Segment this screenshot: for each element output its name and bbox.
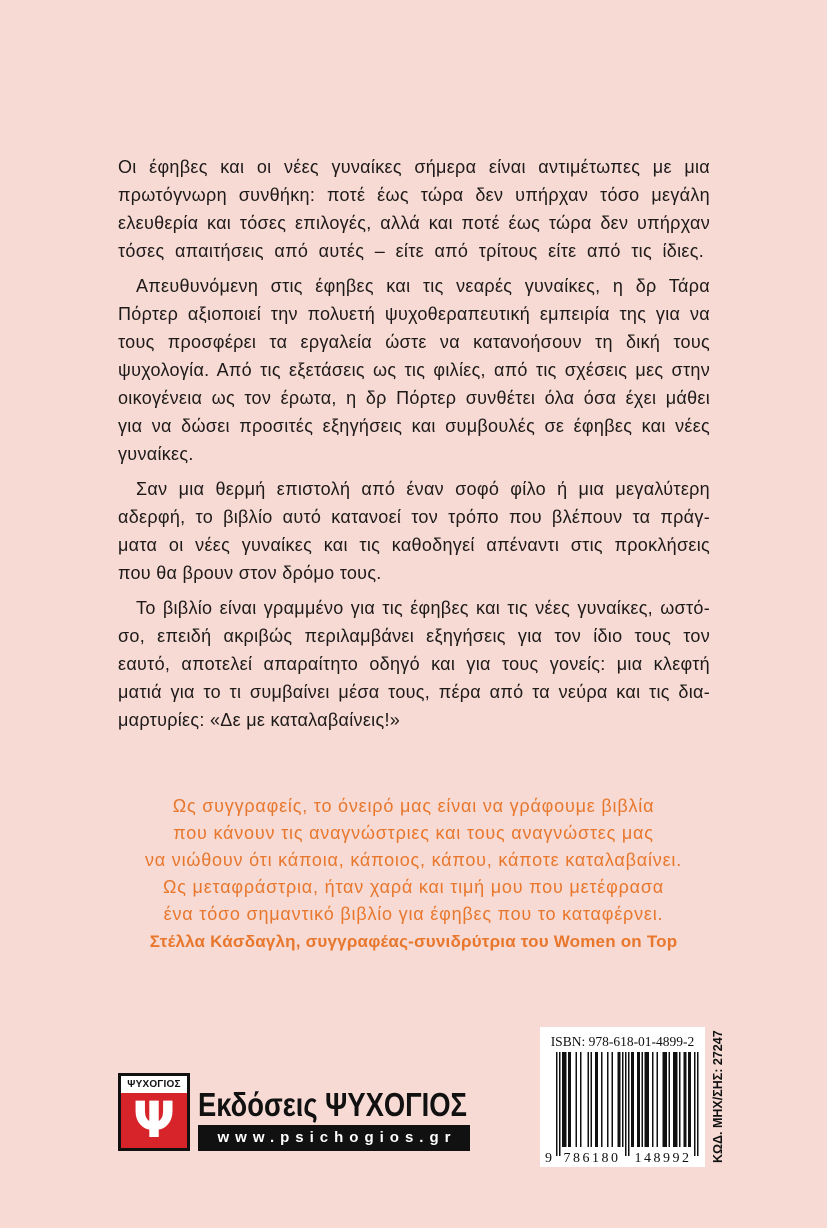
blurb-paragraph xyxy=(118,272,710,468)
barcode-bar xyxy=(645,1052,650,1147)
barcode-digit-first: 9 xyxy=(545,1151,552,1166)
barcode-bar xyxy=(588,1052,590,1147)
barcode-bar xyxy=(618,1052,621,1147)
barcode-bar xyxy=(673,1052,678,1147)
text-line: μαρτυρίες: «Δε με καταλαβαίνεις!» xyxy=(118,710,401,730)
quote-line: ένα τόσο σημαντικό βιβλίο για έφηβες που το καταφέρνει. xyxy=(163,904,664,924)
quote-attribution: Στέλλα Κάσδαγλη, συγγραφέας-συνιδρύτρια του Women on Top xyxy=(149,932,678,951)
barcode-bar xyxy=(637,1052,640,1147)
text-line: τους προσφέρει τα εργαλεία ώστε να κατανοήσουν τη δική τους xyxy=(118,332,710,352)
barcode-bar xyxy=(601,1052,603,1147)
barcode-bar xyxy=(568,1052,571,1147)
text-line: σο, επειδή ακριβώς περιλαμβάνει εξηγήσεις για τον ίδιο τους τον xyxy=(118,626,710,646)
barcode-bar xyxy=(612,1052,614,1147)
quote-line: που κάνουν τις αναγνώστριες και τους αναγνώστες μας xyxy=(173,823,654,843)
quote-line: να νιώθουν ότι κάποια, κάποιος, κάπου, κάποτε καταλαβαίνει. xyxy=(144,850,683,870)
publisher-website: www.psichogios.gr xyxy=(217,1129,457,1146)
isbn-label: ISBN: 978-618-01-4899-2 xyxy=(550,1034,695,1049)
text-line: ματα οι νέες γυναίκες και τις καθοδηγεί απέναντι στις προκλήσεις xyxy=(118,535,710,555)
barcode-bar xyxy=(652,1052,654,1147)
barcode-bar xyxy=(688,1052,691,1147)
text-line: Σαν μια θερμή επιστολή από έναν σοφό φίλο ή μια μεγαλύτερη xyxy=(136,479,710,499)
text-line: τόσες απαιτήσεις από αυτές – είτε από τρίτους είτε από τις ίδιες. xyxy=(118,241,704,261)
text-line: ματιά για το τι συμβαίνει μέσα τους, πέρα από τα νεύρα και τις δια- xyxy=(118,682,710,702)
barcode-bar xyxy=(679,1052,681,1147)
blurb-text xyxy=(118,153,710,741)
quote-line: Ως μεταφράστρια, ήταν χαρά και τιμή μου που μετέφρασα xyxy=(163,877,664,897)
barcode-bar xyxy=(669,1052,671,1147)
barcode-bar xyxy=(576,1052,578,1147)
publisher-logo-text: ΨΥΧΟΓΙΟΣ xyxy=(127,1079,181,1090)
psi-emblem-icon: Ψ xyxy=(121,1093,187,1148)
barcode-bar xyxy=(607,1052,609,1147)
barcode-bar xyxy=(663,1052,668,1147)
publisher-website-bar xyxy=(198,1125,470,1151)
barcode-guard-bar xyxy=(694,1052,696,1156)
quote-line: Ως συγγραφείς, το όνειρό μας είναι να γράφουμε βιβλία xyxy=(172,796,655,816)
barcode-bar xyxy=(657,1052,659,1147)
publisher-name: Εκδόσεις ΨΥΧΟΓΙΟΣ xyxy=(198,1086,467,1123)
barcode-bar xyxy=(595,1052,598,1147)
blurb-paragraph xyxy=(118,475,710,587)
text-line: εαυτό, αποτελεί απαραίτητο οδηγό και για τους γονείς: μια κλεφτή xyxy=(118,654,710,674)
barcode-digits-left: 786180 xyxy=(563,1151,621,1166)
blurb-paragraph xyxy=(118,594,710,734)
barcode-bar xyxy=(580,1052,582,1147)
barcode-bar xyxy=(591,1052,593,1147)
barcode-bar xyxy=(642,1052,644,1147)
barcode-guard-bar xyxy=(559,1052,561,1156)
barcode-bar xyxy=(631,1052,634,1147)
endorsement-quote xyxy=(100,793,727,955)
barcode-bar xyxy=(684,1052,687,1147)
text-line: Το βιβλίο είναι γραμμένο για τις έφηβες και τις νέες γυναίκες, ωστό- xyxy=(136,598,710,618)
blurb-paragraph xyxy=(118,153,710,265)
publisher-logo xyxy=(118,1073,190,1151)
text-line: για να δώσει προσιτές εξηγήσεις και συμβουλές σε έφηβες και νέες xyxy=(118,416,710,436)
text-line: πρωτόγνωρη συνθήκη: ποτέ έως τώρα δεν υπήρχαν τόσο μεγάλη xyxy=(118,185,710,205)
barcode-digits-right: 148992 xyxy=(634,1151,692,1166)
text-line: αδερφή, το βιβλίο αυτό κατανοεί τον τρόπο που βλέπουν τα πράγ- xyxy=(118,507,710,527)
barcode-guard-bar xyxy=(625,1052,627,1156)
text-line: γυναίκες. xyxy=(118,444,194,464)
text-line: Οι έφηβες και οι νέες γυναίκες σήμερα είναι αντιμέτωπες με μια xyxy=(118,157,710,177)
barcode-guard-bar xyxy=(556,1052,558,1156)
barcode-bar xyxy=(562,1052,567,1147)
text-line: Πόρτερ αξιοποιεί την πολυετή ψυχοθεραπευτική εμπειρία της για να xyxy=(118,304,710,324)
barcode xyxy=(556,1052,699,1156)
product-code: ΚΩΔ. ΜΗΧ/ΣΗΣ: 27247 xyxy=(711,1030,725,1164)
barcode-guard-bar xyxy=(697,1052,699,1156)
text-line: που θα βρουν στον δρόμο τους. xyxy=(118,563,382,583)
isbn-barcode-box xyxy=(540,1027,705,1167)
text-line: ελευθερία και τόσες επιλογές, αλλά και ποτέ έως τώρα δεν υπήρχαν xyxy=(118,213,710,233)
text-line: οικογένεια ως τον έρωτα, η δρ Πόρτερ συνθέτει όλα όσα έχει μάθει xyxy=(118,388,710,408)
barcode-bar xyxy=(622,1052,624,1147)
barcode-guard-bar xyxy=(628,1052,630,1156)
text-line: ψυχολογία. Από τις εξετάσεις ως τις φιλίες, από τις σχέσεις μες στην xyxy=(118,360,710,380)
text-line: Απευθυνόμενη στις έφηβες και τις νεαρές γυναίκες, η δρ Τάρα xyxy=(136,276,710,296)
